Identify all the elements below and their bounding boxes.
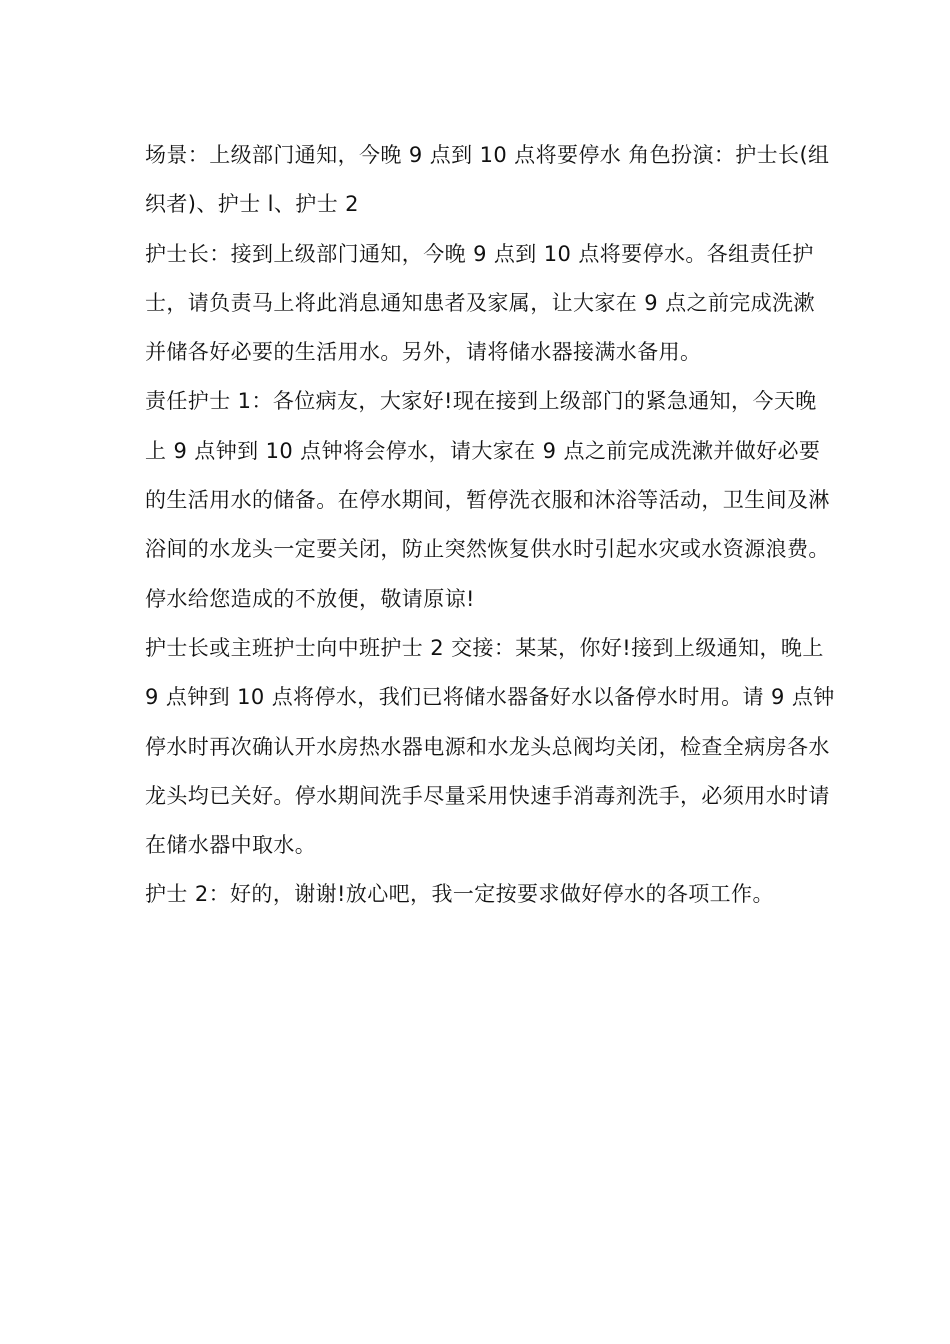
paragraph-nurse-1: 责任护士 1：各位病友，大家好!现在接到上级部门的紧急通知，今天晚上 9 点钟到 10 点钟将会停水，请大家在 9 点之前完成洗漱并做好必要的生活用水的储备。在停水期间，暂停洗衣服和沐浴等活动，卫生间及淋浴间的水龙头一定要关闭，防止突然恢复供水时引起水灾或水资源浪费。停水给您造成的不放便，敬请原谅! — [145, 389, 830, 611]
paragraph-handover: 护士长或主班护士向中班护士 2 交接：某某，你好!接到上级通知，晚上 9 点钟到 10 点将停水，我们已将储水器备好水以备停水时用。请 9 点钟停水时再次确认开水房热水器电源和水龙头总阀均关闭，检查全病房各水龙头均已关好。停水期间洗手尽量采用快速手消毒剂洗手，必须用水时请在储水器中取水。 — [145, 635, 835, 858]
paragraph-nurse-2: 护士 2：好的，谢谢!放心吧，我一定按要求做好停水的各项工作。 — [145, 882, 774, 907]
document-body — [145, 131, 835, 920]
paragraph-scene: 场景：上级部门通知，今晚 9 点到 10 点将要停水 角色扮演：护士长(组织者)、护士 l、护士 2 — [145, 143, 830, 217]
paragraph-head-nurse: 护士长：接到上级部门通知，今晚 9 点到 10 点将要停水。各组责任护士，请负责马上将此消息通知患者及家属，让大家在 9 点之前完成洗漱并储各好必要的生活用水。另外，请将储水器接满水备用。 — [145, 241, 815, 365]
